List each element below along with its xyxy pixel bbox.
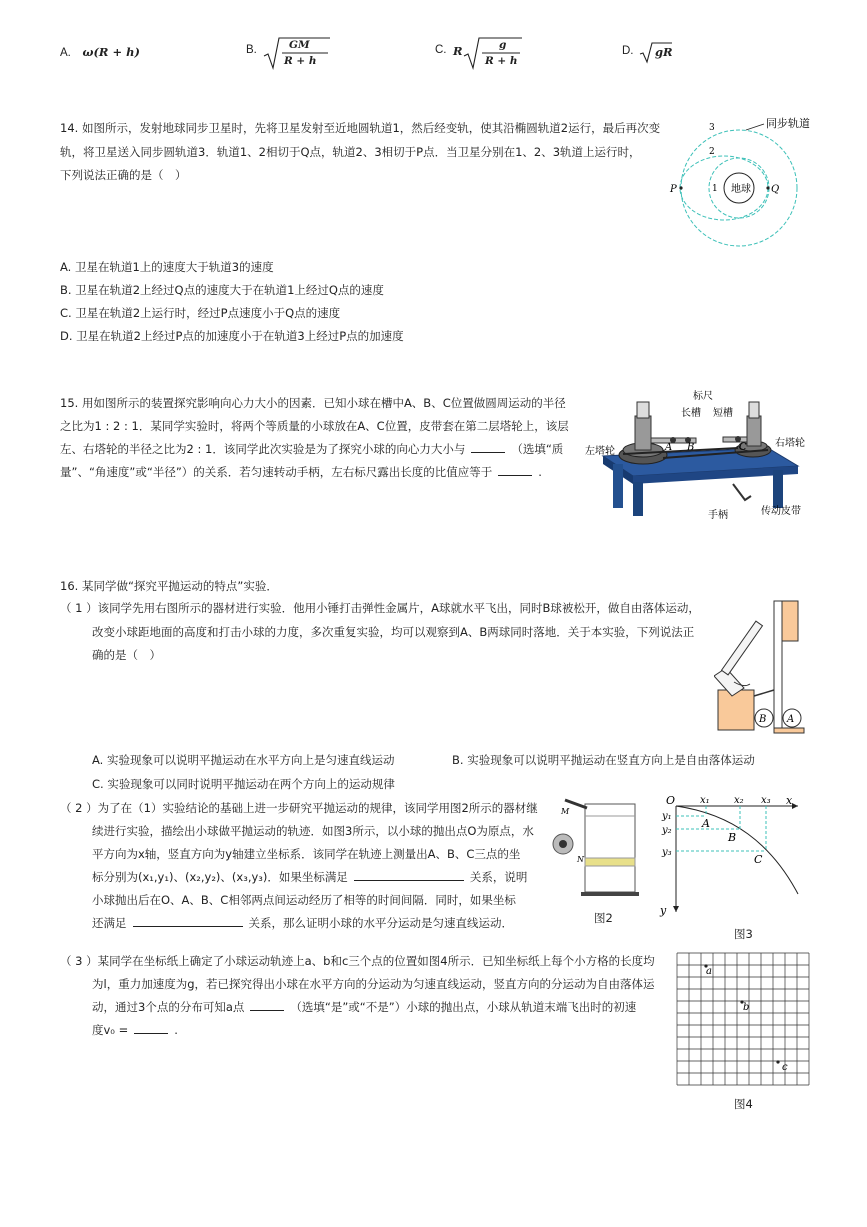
figure-3-trajectory xyxy=(658,794,808,920)
label-long-slot: 长槽 xyxy=(681,408,701,419)
q16-p2-line-4: 标分别为(x₁,y₁)、(x₂,y₂)、(x₃,y₃)．如果坐标满足 关系，说明 xyxy=(92,870,528,884)
q16-p3-line-3: 动，通过3个点的分布可知a点 （选填“是”或“不是”）小球的抛出点，小球从轨道末端飞出时的初速 xyxy=(92,1000,637,1014)
orbit-1-label: 1 xyxy=(712,184,718,194)
q15-line-3: 左、右塔轮的半径之比为2 : 1．该同学此次实验是为了探究小球的向心力大小与 （选填“质 xyxy=(60,442,564,456)
q16-p1-line-3: 确的是（ ） xyxy=(92,648,161,662)
answer-blank[interactable] xyxy=(134,1022,168,1034)
point-b-label: B xyxy=(728,831,737,844)
figure-1-apparatus xyxy=(714,598,814,738)
q15-line-2: 之比为1 : 2 : 1．某同学实验时，将两个等质量的小球放在A、C位置，皮带套在第二层塔轮上，该层 xyxy=(60,419,569,433)
q16-p2-line-1: （ 2 ）为了在（1）实验结论的基础上进一步研究平抛运动的规律，该同学用图2所示的器材继 xyxy=(60,801,538,815)
label-c: C xyxy=(739,442,747,453)
figure-4-caption: 图4 xyxy=(734,1097,753,1111)
ball-b-label: B xyxy=(759,714,767,725)
point-q-label: Q xyxy=(771,184,780,195)
point-a-label: A xyxy=(702,817,710,830)
label-right-pulley: 右塔轮 xyxy=(775,438,805,449)
tick-x2: x₂ xyxy=(734,795,744,806)
label-handle: 手柄 xyxy=(708,510,728,521)
label-ruler: 标尺 xyxy=(693,391,713,402)
ball-a-label: A xyxy=(787,714,795,725)
q16-p3-line-1: （ 3 ）某同学在坐标纸上确定了小球运动轨迹上a、b和c三个点的位置如图4所示．已知坐标纸上每个小方格的长度均 xyxy=(60,954,655,968)
tick-x3: x₃ xyxy=(761,795,771,806)
q16-p3-line-2: 为l，重力加速度为g，若已探究得出小球在水平方向的分运动为匀速直线运动，竖直方向的分运动为自由落体运 xyxy=(92,977,655,991)
label-m: M xyxy=(561,807,570,816)
figure-4-grid xyxy=(676,952,810,1088)
x-axis-label: x xyxy=(786,794,793,807)
orbit-2-label: 2 xyxy=(709,147,715,157)
q13-option-a: A. ω(R + h) xyxy=(60,45,140,59)
q16-p2-line-3: 平方向为x轴，竖直方向为y轴建立坐标系．该同学在轨迹上测量出A、B、C三点的坐 xyxy=(92,847,521,861)
q16-p1-line-2: 改变小球距地面的高度和打击小球的力度，多次重复实验，均可以观察到A、B两球同时落地．关于本实验，下列说法正 xyxy=(92,625,695,639)
q16-p1-option-a: A. 实验现象可以说明平抛运动在水平方向上是匀速直线运动 xyxy=(92,753,395,767)
grid-point-a-label: a xyxy=(706,966,712,977)
answer-blank[interactable] xyxy=(471,441,505,453)
figure-2-apparatus xyxy=(545,796,645,902)
q16-p1-line-1: （ 1 ）该同学先用右图所示的器材进行实验．他用小锤打击弹性金属片，A球就水平飞出，同时B球被松开，做自由落体运动， xyxy=(60,601,700,615)
q14-option-c: C. 卫星在轨道2上运行时，经过P点速度小于Q点的速度 xyxy=(60,306,341,320)
label-belt: 传动皮带 xyxy=(761,506,801,517)
q14-line-1: 14. 如图所示，发射地球同步卫星时，先将卫星发射至近地圆轨道1，然后经变轨，使其沿椭圆轨道2运行，最后再次变 xyxy=(60,121,661,135)
q16-p1-option-c: C. 实验现象可以同时说明平抛运动在两个方向上的运动规律 xyxy=(92,777,395,791)
q14-line-3: 下列说法正确的是（ ） xyxy=(60,168,187,182)
q14-option-b: B. 卫星在轨道2上经过Q点的速度大于在轨道1上经过Q点的速度 xyxy=(60,283,384,297)
y-axis-label: y xyxy=(660,904,667,917)
answer-blank[interactable] xyxy=(133,915,243,927)
origin-label: O xyxy=(666,794,676,807)
label-n: N xyxy=(577,855,584,864)
answer-blank[interactable] xyxy=(498,464,532,476)
q16-p2-line-5: 小球抛出后在O、A、B、C相邻两点间运动经历了相等的时间间隔．同时，如果坐标 xyxy=(92,893,516,907)
q16-p2-line-2: 续进行实验，描绘出小球做平抛运动的轨迹．如图3所示，以小球的抛出点O为原点，水 xyxy=(92,824,534,838)
tick-y1: y₁ xyxy=(662,811,672,822)
answer-blank[interactable] xyxy=(250,999,284,1011)
sync-orbit-label: 同步轨道 xyxy=(766,117,810,130)
label-short-slot: 短槽 xyxy=(713,408,733,419)
label-a: A xyxy=(665,442,673,453)
label-left-pulley: 左塔轮 xyxy=(585,446,615,457)
q14-option-d: D. 卫星在轨道2上经过P点的加速度小于在轨道3上经过P点的加速度 xyxy=(60,329,404,343)
tick-y2: y₂ xyxy=(662,825,672,836)
answer-blank[interactable] xyxy=(354,869,464,881)
figure-2-caption: 图2 xyxy=(594,911,613,925)
q15-line-4: 量”、“角速度”或“半径”）的关系．若匀速转动手柄，左右标尺露出长度的比值应等于 . xyxy=(60,465,542,479)
point-p-label: P xyxy=(670,184,677,195)
centripetal-apparatus xyxy=(583,388,813,523)
orbit-3-label: 3 xyxy=(709,123,715,133)
label-b: B xyxy=(687,442,695,453)
point-c-label: C xyxy=(754,853,763,866)
q16-p1-option-b: B. 实验现象可以说明平抛运动在竖直方向上是自由落体运动 xyxy=(452,753,755,767)
grid-point-b-label: b xyxy=(743,1002,750,1013)
q15-line-1: 15. 用如图所示的装置探究影响向心力大小的因素．已知小球在槽中A、B、C位置做圆周运动的半径 xyxy=(60,396,566,410)
q16-p2-line-6: 还满足 关系，那么证明小球的水平分运动是匀速直线运动． xyxy=(92,916,513,930)
tick-y3: y₃ xyxy=(662,847,672,858)
orbit-diagram xyxy=(664,108,844,268)
q14-line-2: 轨，将卫星送入同步圆轨道3．轨道1、2相切于Q点，轨道2、3相切于P点．当卫星分别在1、2、3轨道上运行时， xyxy=(60,145,641,159)
q16-p3-line-4: 度v₀ = . xyxy=(92,1023,178,1037)
tick-x1: x₁ xyxy=(700,795,710,806)
grid-point-c-label: c xyxy=(782,1062,788,1073)
q16-title: 16. 某同学做“探究平抛运动的特点”实验． xyxy=(60,579,278,593)
earth-label: 地球 xyxy=(731,184,751,195)
figure-3-caption: 图3 xyxy=(734,927,753,941)
q14-option-a: A. 卫星在轨道1上的速度大于轨道3的速度 xyxy=(60,260,274,274)
